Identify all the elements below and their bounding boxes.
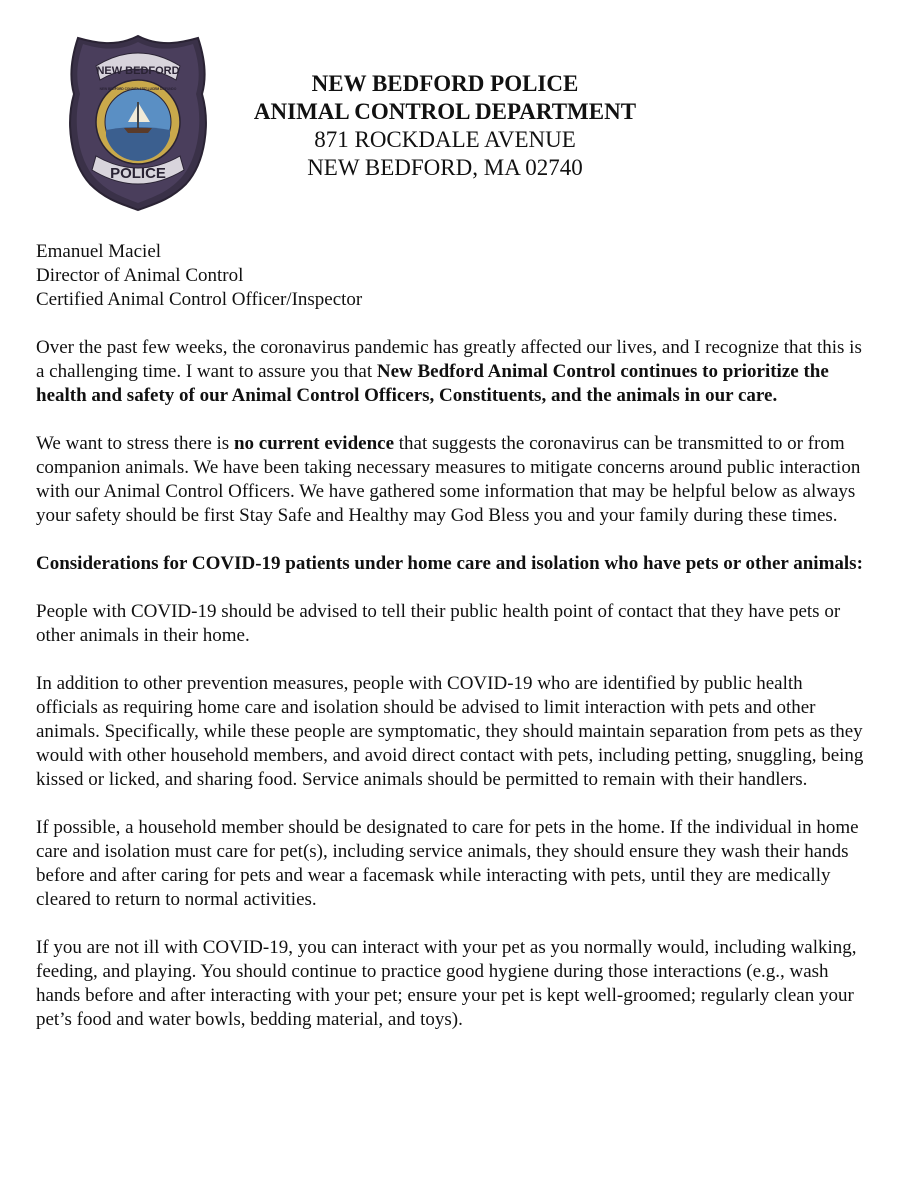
badge-bottom-text: POLICE <box>110 165 166 182</box>
letter-body <box>36 240 866 1056</box>
letterhead <box>230 70 660 182</box>
paragraph-intro <box>36 336 866 408</box>
signer-title: Director of Animal Control <box>36 265 244 286</box>
evidence-post: that suggests the coronavirus can be transmitted to or from companion animals. We have been taking necessary measures to mitigate concerns around public interaction with our Animal Control Officers. We have gathered some information that may be helpful below as always your safety should be first Stay Safe and Healthy may God Bless you and your family during these times. <box>36 433 861 526</box>
signer-certification: Certified Animal Control Officer/Inspector <box>36 289 363 310</box>
signature-block <box>36 240 866 312</box>
department-name: NEW BEDFORD POLICE <box>311 71 579 96</box>
evidence-emphasis: no current evidence <box>233 433 394 454</box>
paragraph-caregiver: If possible, a household member should be designated to care for pets in the home. If the individual in home care and isolation must care for pet(s), including service animals, they should ensure they wash their hands before and after caring for pets and wear a facemask while interacting with pets, until they are medically cleared to return to normal activities. <box>36 817 859 910</box>
city-address: NEW BEDFORD, MA 02740 <box>307 155 583 180</box>
paragraph-prevention: In addition to other prevention measures, people with COVID-19 who are identified by public health officials as requiring home care and isolation should be advised to limit interaction with pets and other animals. Specifically, while these people are symptomatic, they should maintain separation from pets as they would with other household members, and avoid direct contact with pets, including petting, snuggling, being kissed or licked, and sharing food. Service animals should be permitted to remain with their handlers. <box>36 673 864 790</box>
section-heading-text: Considerations for COVID-19 patients under home care and isolation who have pets or other animals: <box>36 553 863 574</box>
paragraph-contact: People with COVID-19 should be advised to tell their public health point of contact that they have pets or other animals in their home. <box>36 601 841 646</box>
section-heading <box>36 552 866 576</box>
evidence-pre: We want to stress there is <box>36 433 234 454</box>
police-badge-logo <box>66 32 210 212</box>
badge-top-text: NEW BEDFORD <box>96 65 180 77</box>
intro-text: Over the past few weeks, the coronavirus pandemic has greatly affected our lives, and I recognize that this is a challenging time. I want to assure you that <box>36 337 862 382</box>
street-address: 871 ROCKDALE AVENUE <box>314 127 576 152</box>
paragraph-not-ill: If you are not ill with COVID-19, you can interact with your pet as you normally would, including walking, feeding, and playing. You should continue to practice good hygiene during those interactions (e.g., wash hands before and after interacting with your pet; ensure your pet is kept well-groomed; regularly clean your pet’s food and water bowls, bedding material, and toys). <box>36 937 857 1030</box>
signer-name: Emanuel Maciel <box>36 241 162 262</box>
division-name: ANIMAL CONTROL DEPARTMENT <box>253 99 637 124</box>
badge-ring-text: NEW BEDFORD CONDITA 1787 LUCEM DIFFUNDO <box>99 87 177 91</box>
intro-emphasis: New Bedford Animal Control continues to prioritize the health and safety of our Animal Control Officers, Constituents, and the animals in our care. <box>36 361 829 406</box>
paragraph-evidence <box>36 432 866 528</box>
